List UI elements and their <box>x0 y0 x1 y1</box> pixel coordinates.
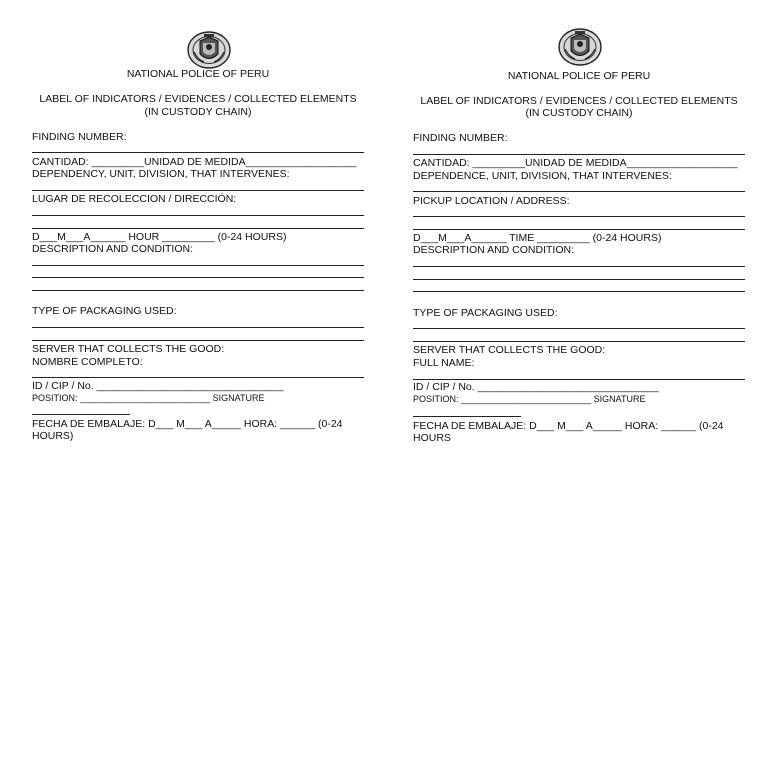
position-label: POSITION: __________________________ <box>413 394 592 404</box>
date-hour-field: D___M___A______ HOUR _________ (0-24 HOURS) <box>32 231 287 243</box>
description-field: DESCRIPTION AND CONDITION: <box>413 244 575 256</box>
signature-label: SIGNATURE <box>593 394 646 404</box>
finding-number-field: FINDING NUMBER: <box>32 131 127 143</box>
divider <box>32 152 364 153</box>
divider <box>413 191 745 192</box>
divider <box>413 341 745 342</box>
divider <box>32 190 364 191</box>
label-subtitle: (IN CUSTODY CHAIN) <box>144 106 252 118</box>
divider <box>32 290 364 291</box>
divider <box>32 265 364 266</box>
divider <box>32 327 364 328</box>
signature-label: SIGNATURE <box>212 393 265 403</box>
quantity-field: CANTIDAD: _________UNIDAD DE MEDIDA___________________ <box>413 157 738 169</box>
id-field: ID / CIP / No. ________________________________ <box>32 380 284 392</box>
position-field <box>413 393 646 405</box>
server-field: SERVER THAT COLLECTS THE GOOD: <box>32 343 225 355</box>
server-field: SERVER THAT COLLECTS THE GOOD: <box>413 344 606 356</box>
date-time-field: D___M___A______ TIME _________ (0-24 HOURS) <box>413 232 662 244</box>
divider <box>413 328 745 329</box>
full-name-field: FULL NAME: <box>413 357 475 369</box>
divider <box>413 266 745 267</box>
divider <box>413 291 745 292</box>
divider <box>413 154 745 155</box>
label-title: LABEL OF INDICATORS / EVIDENCES / COLLECTED ELEMENTS <box>39 93 357 105</box>
divider <box>32 228 364 229</box>
description-field: DESCRIPTION AND CONDITION: <box>32 243 194 255</box>
finding-number-field: FINDING NUMBER: <box>413 132 508 144</box>
divider <box>413 379 745 380</box>
packing-date-field: FECHA DE EMBALAJE: D___ M___ A_____ HORA: ______ (0-24 HOURS <box>413 420 724 444</box>
id-field: ID / CIP / No. _______________________________ <box>413 381 659 393</box>
police-emblem-icon <box>186 30 232 70</box>
divider <box>32 377 364 378</box>
dependency-field: DEPENDENCY, UNIT, DIVISION, THAT INTERVENES: <box>32 168 290 180</box>
police-emblem-icon <box>557 27 603 67</box>
divider <box>32 215 364 216</box>
dependency-field: DEPENDENCE, UNIT, DIVISION, THAT INTERVENES: <box>413 170 672 182</box>
divider <box>413 216 745 217</box>
location-field: PICKUP LOCATION / ADDRESS: <box>413 195 570 207</box>
packaging-field: TYPE OF PACKAGING USED: <box>413 307 558 319</box>
packing-date-field: FECHA DE EMBALAJE: D___ M___ A_____ HORA: ______ (0-24 HOURS) <box>32 418 343 442</box>
header-title: NATIONAL POLICE OF PERU <box>126 68 270 80</box>
label-title: LABEL OF INDICATORS / EVIDENCES / COLLECTED ELEMENTS <box>420 95 738 107</box>
evidence-label-right <box>413 0 753 460</box>
quantity-field: CANTIDAD: _________UNIDAD DE MEDIDA___________________ <box>32 156 357 168</box>
location-field: LUGAR DE RECOLECCION / DIRECCIÓN: <box>32 193 237 205</box>
divider <box>413 279 745 280</box>
signature-line <box>32 414 130 415</box>
divider <box>413 229 745 230</box>
divider <box>32 340 364 341</box>
evidence-label-left <box>32 0 372 460</box>
divider <box>32 277 364 278</box>
label-subtitle: (IN CUSTODY CHAIN) <box>525 107 633 119</box>
signature-line <box>413 416 521 417</box>
header-title: NATIONAL POLICE OF PERU <box>507 70 651 82</box>
position-field <box>32 392 265 404</box>
full-name-field: NOMBRE COMPLETO: <box>32 356 143 368</box>
position-label: POSITION: __________________________ <box>32 393 211 403</box>
packaging-field: TYPE OF PACKAGING USED: <box>32 305 177 317</box>
